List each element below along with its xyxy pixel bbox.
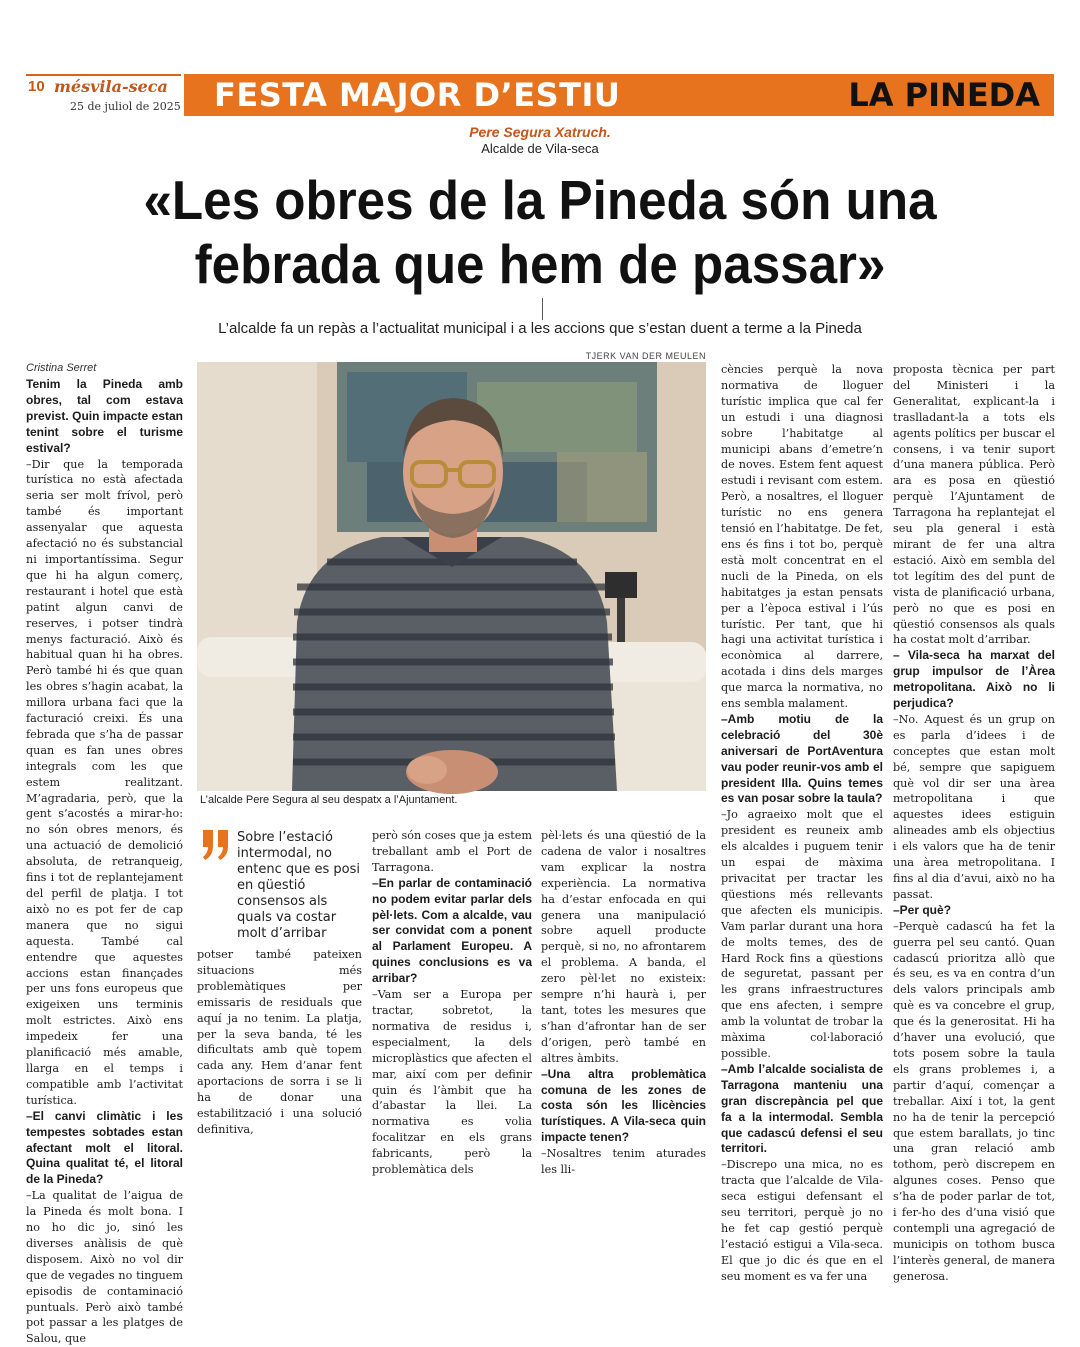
text-column-4 xyxy=(541,828,706,1178)
interview-answer: –Discrepo una mica, no es tracta que l’alcalde de Vila-seca estigui defensant el seu territori, perquè jo no he fet cap gestió perquè l’estació estigui a Vila-seca. El que jo dic és que en el seu moment es va fer una xyxy=(721,1158,883,1283)
interview-question: Tenim la Pineda amb obres, tal com estava previst. Quin impacte estan tenint sobre el turisme estival? xyxy=(26,377,183,455)
interview-question: –Amb l’alcalde socialista de Tarragona manteniu una gran discrepància pel que fa a la intermodal. Sembla que cadascú defensi el seu territori. xyxy=(721,1061,883,1156)
text-column-2 xyxy=(197,947,362,1138)
text-column-1 xyxy=(26,377,183,1347)
section-band xyxy=(184,74,1054,116)
interview-answer: –No. Aquest és un grup on es parla d’idees i de conceptes que estan molt bé, sempre que sapiguem què vol dir ser una àrea metropolitana i que aquestes idees estiguin alineades amb els objectius i els valors que ha de tenir una àrea metropolitana. I fins al dia d’avui, això no ha passat. xyxy=(893,712,1055,901)
pull-quote-text: Sobre l’estació intermodal, no entenc que es posi en qüestió consensos als quals va costar molt d’arribar xyxy=(237,830,360,941)
text-column-3 xyxy=(372,828,532,1178)
masthead-block xyxy=(26,74,181,116)
text-column-5 xyxy=(721,362,883,1285)
interview-answer: –Vam ser a Europa per tractar, sobretot, la normativa de residus i, especialment, la dels microplàstics que afecten el mar, així com per definir quin és l’àmbit que ha d’abastar la llei. La normativa es volia focalitzar en els grans fabricants, però la problemàtica dels xyxy=(372,988,532,1177)
interview-answer: cències perquè la nova normativa de lloguer turístic implica que cal fer un estudi i una diagnosi sobre l’habitatge al municipi abans d’emetre’n de noves. Estem fent aquest estudi i revisant com estem. Però, a nosaltres, el lloguer turístic no ens genera tensió en l’habitatge. De fet, ens és fins i tot bo, perquè està molt concentrat en el nucli de la Pineda, on els habitatges ja estan pensats per a l’època estival i l’ús turístic. Per tant, que hi hagi una activitat turística i econòmica al darrere, acotada i dins dels marges que marca la normativa, no ens sembla malament. xyxy=(721,363,883,711)
interview-answer: pèl·lets és una qüestió de la cadena de valor i nosaltres vam explicar la nostra experiència. La normativa ha d’estar enfocada en qui genera una manipulació sobre aquell producte perquè, si no, no afrontarem el problema. A banda, el zero pèl·let no existeix: sempre n’hi haurà i, per tant, totes les mesures que s’han d’afrontar han de ser d’origen, però també en altres àmbits. xyxy=(541,829,706,1065)
publication-date: 25 de juliol de 2025 xyxy=(70,100,181,113)
page-title: «Les obres de la Pineda són una febrada que hem de passar» xyxy=(143,169,937,295)
section-header xyxy=(26,74,1054,116)
interview-answer: –Nosaltres tenim aturades les lli- xyxy=(541,1147,706,1177)
author-byline: Cristina Serret xyxy=(26,362,97,374)
interview-question: – Vila-seca ha marxat del grup impulsor de l’Àrea metropolitana. Això no li perjudica? xyxy=(893,648,1055,711)
interview-answer: potser també pateixen situacions més problemàtiques per emissaris de residuals que aquí ja no tenim. La platja, per la seva banda, té les dificultats amb què topem cada any. Hem d’anar fent aportacions de sorra i se li ha de donar una estabilització i una solució definitiva, xyxy=(197,948,362,1136)
location-tag: LA PINEDA xyxy=(848,76,1040,114)
interview-answer: proposta tècnica per part del Ministeri i la Generalitat, explicant-la i traslladant-la a tots els agents polítics per buscar el consens, i va tenir suport d’una manera pública. Però ara es posa en qüestió perquè l’Ajuntament de Tarragona ha replantejat el seu pla general i està mirant de fer una altra estació. Això em sembla del tot legítim des del punt de vista de planificació urbana, però no que es posi en qüestió consensos als quals ha costat molt d’arribar. xyxy=(893,363,1055,647)
pull-quote xyxy=(197,826,362,944)
interview-question: –En parlar de contaminació no podem evitar parlar dels pèl·lets. Com a alcalde, vau ser convidat com a ponent al Parlament Europeu. A quines conclusions es va arribar? xyxy=(372,875,532,986)
page-number: 10 xyxy=(28,78,45,95)
text-column-6 xyxy=(893,362,1055,1285)
interview-answer: –Dir que la temporada turística no està afectada seria ser molt frívol, però també és important assenyalar que aquesta afectació no és substancial ni importantíssima. Segur que hi ha algun comerç, restaurant i hotel que està patint algun canvi de reserves, i potser tindrà menys facturació. Això és habitual quan hi ha obres. Però també hi és que quan les obres s’hagin acabat, la millora urbana faci que la facturació creixi. És una febrada que s’ha de passar quan es fan unes obres integrals com les que estem realitzant. M’agradaria, però, que la gent s’acostés a mirar-ho: no són obres menors, és una actuació de demolició absoluta, de retranqueig, fins i tot de replantejament del perfil de platja. I tot això no es pot fer de cap manera que no sigui aquesta. També cal entendre que aquestes accions estan finançades per uns fons europeus que exigeixen uns terminis molt estrictes. Això ens impedeix fer una planificació més amable, llarga en el temps i compatible amb l’activitat turística. xyxy=(26,457,183,1107)
interview-answer: però són coses que ja estem treballant amb el Port de Tarragona. xyxy=(372,829,532,874)
interview-answer: –La qualitat de l’aigua de la Pineda és molt bona. I no ho dic jo, sinó les diverses anàlisis de què disposem. Això no vol dir que de vegades no tinguem episodis de contaminació puntuals. Però això també pot passar a les platges de Salou, que xyxy=(26,1189,183,1346)
interviewee-role: Alcalde de Vila-seca xyxy=(481,141,599,156)
standfirst: L’alcalde fa un repàs a l’actualitat municipal i a les accions que s’estan duent a terme a la Pineda xyxy=(218,320,862,337)
interviewee-name: Pere Segura Xatruch. xyxy=(469,124,611,140)
photo-caption: L’alcalde Pere Segura al seu despatx a l’Ajuntament. xyxy=(200,794,458,806)
interview-photo xyxy=(197,362,706,791)
interview-question: –Una altra problemàtica comuna de les zones de costa són les llicències turístiques. A Vila-seca quin impacte tenen? xyxy=(541,1066,706,1145)
interview-answer: –Perquè cadascú ha fet la guerra pel seu cantó. Quan cadascú prioritza allò que és seu, es va en contra d’un dels valors principals amb què es va concebre el grup, que és la generositat. Hi ha d’haver una evolució, que tots posem sobre la taula els grans problemes i, a partir d’aquí, començar a treballar. Així i tot, la gent no ha de tenir la percepció que estem barallats, jo tinc una gran relació amb tothom, però discrepem en algunes coses. Penso que s’ha de poder parlar de tot, i fer-ho des d’una visió que contempli una agregació de municipis on tothom busca l’interès general, de manera generosa. xyxy=(893,919,1055,1283)
quote-mark-icon xyxy=(201,828,231,862)
interview-answer: –Jo agraeixo molt que el president es reuneix amb els alcaldes i puguem tenir un espai de màxima privacitat per tractar les qüestions més rellevants que afecten els municipis. Vam parlar durant una hora de molts temes, des de Hard Rock fins a qüestions de seguretat, passant per les grans infraestructures que ens afecten, i sempre amb la voluntat de trobar la màxima col·laboració possible. xyxy=(721,808,883,1060)
interview-question: –El canvi climàtic i les tempestes sobtades estan afectant molt el litoral. Quina qualitat té, el litoral de la Pineda? xyxy=(26,1108,183,1187)
interview-question: –Amb motiu de la celebració del 30è aniversari de PortAventura vau poder reunir-vos amb el president Illa. Quins temes es van posar sobre la taula? xyxy=(721,711,883,806)
portrait-illustration xyxy=(197,362,706,791)
interview-question: –Per què? xyxy=(893,902,952,917)
headline-divider xyxy=(542,298,543,320)
photo-credit: TJERK VAN DER MEULEN xyxy=(585,351,706,361)
section-title: FESTA MAJOR D’ESTIU xyxy=(214,76,621,114)
publication-brand: mésvila-seca xyxy=(54,77,168,96)
